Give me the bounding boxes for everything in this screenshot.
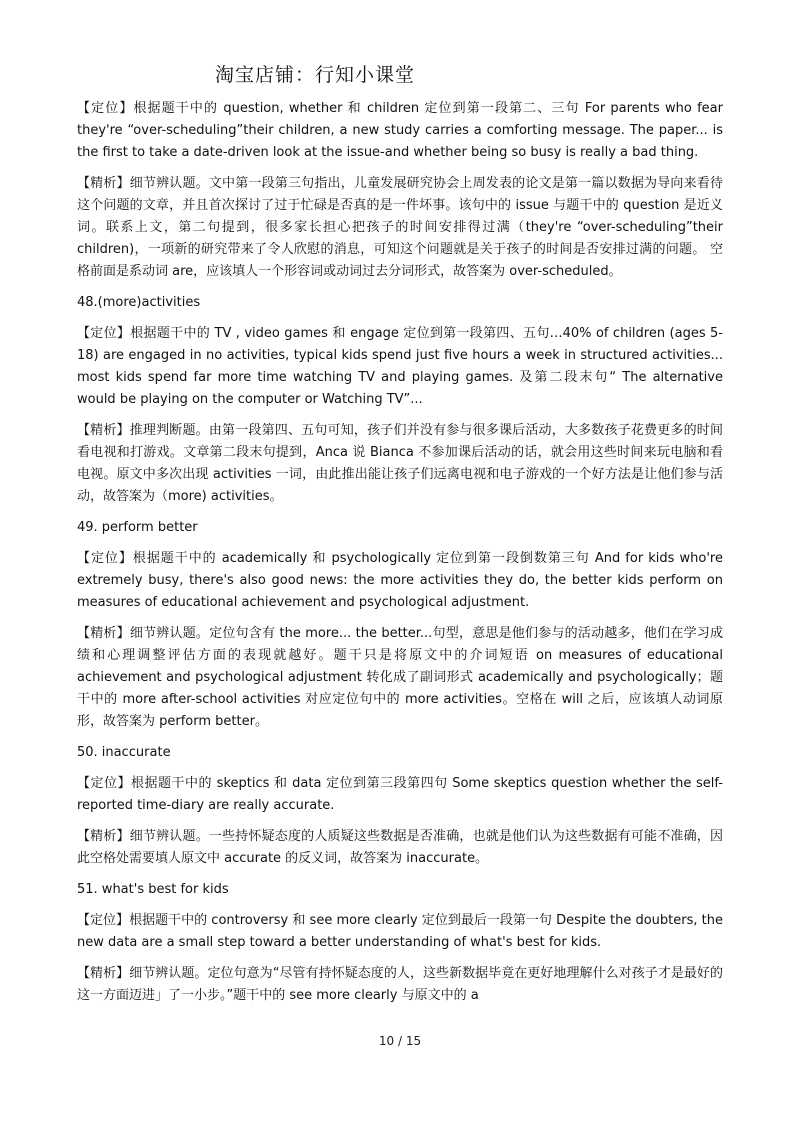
answer-heading: 50. inaccurate bbox=[77, 745, 171, 760]
paragraph-text: 推理判断题。由第一段第四、五句可知，孩子们并没有参与很多课后活动，大多数孩子花费更多的时间看电视和打游戏。文章第二段末句提到，Anca 说 Bianca 不参加课后活动的话，就会用这些时间来玩电脑和看电视。原文中多次出现 activities 一词，由此推出能让孩子们远离电视和电子游戏的一个好方法是让他们参与活动，故答案为（more) activities。 bbox=[77, 423, 723, 504]
paragraph-text: 细节辨认题。定位句意为“尽管有持怀疑态度的人，这些新数据毕竟在更好地理解什么对孩子才是最好的这一方面迈进」了一小步。”题干中的 see more clearly 与原文中的 a bbox=[77, 966, 723, 1003]
tag-label: 【精析】 bbox=[77, 626, 130, 641]
paragraph-text: 细节辨认题。定位句含有 the more... the better...句型，意思是他们参与的活动越多，他们在学习成绩和心理调整评估方面的表现就越好。题干只是将原文中的介词短语 on measures of educational achievement and psychological adjustment 转化成了副词形式 academically and psychologically；题干中的 more after-school activities 对应定位句中的 more activities。空格在 will 之后，应该填人动词原形，故答案为 perform better。 bbox=[77, 626, 723, 729]
tag-label: 【精析】 bbox=[77, 829, 130, 844]
paragraph-text: 细节辨认题。一些持怀疑态度的人质疑这些数据是否准确，也就是他们认为这些数据有可能不准确，因此空格处需要填人原文中 accurate 的反义词，故答案为 inaccurate。 bbox=[77, 829, 723, 866]
analysis-paragraph bbox=[77, 548, 723, 614]
paragraph-text: 根据题干中的 academically 和 psychologically 定位到第一段倒数第三句 And for kids who're extremely busy, there's also good news: the more activities they do, the better kids perform on measures of educational achievement and psychological adjustment. bbox=[77, 551, 723, 610]
answer-heading: 49. perform better bbox=[77, 520, 198, 535]
analysis-paragraph bbox=[77, 773, 723, 817]
answer-heading: 48.(more)activities bbox=[77, 295, 201, 310]
analysis-paragraph bbox=[77, 98, 723, 164]
page-content bbox=[77, 98, 723, 1016]
tag-label: 【定位】 bbox=[77, 101, 134, 116]
analysis-paragraph bbox=[77, 910, 723, 954]
analysis-paragraph bbox=[77, 173, 723, 283]
analysis-paragraph bbox=[77, 420, 723, 508]
tag-label: 【精析】 bbox=[77, 176, 130, 191]
page-header-title: 淘宝店铺：行知小课堂 bbox=[215, 64, 416, 86]
analysis-paragraph bbox=[77, 963, 723, 1007]
analysis-paragraph bbox=[77, 623, 723, 733]
paragraph-text: 根据题干中的 controversy 和 see more clearly 定位到最后一段第一句 Despite the doubters, the new data are a small step toward a better understanding of what's best for kids. bbox=[77, 913, 723, 950]
tag-label: 【精析】 bbox=[77, 966, 130, 981]
paragraph-text: 细节辨认题。文中第一段第三句指出，儿童发展研究协会上周发表的论文是第一篇以数据为导向来看待这个问题的文章，并且首次探讨了过于忙碌是否真的是一件坏事。该句中的 issue 与题干中的 question 是近义词。联系上文，第二句提到，很多家长担心把孩子的时间安排得过满（they're “over-scheduling”their children)，一项新的研究带来了令人欣慰的消息，可知这个问题就是关于孩子的时间是否安排过满的问题。 空格前面是系动词 are，应该填人一个形容词或动词过去分词形式，故答案为 over-scheduled。 bbox=[77, 176, 723, 279]
paragraph-text: 根据题干中的 skeptics 和 data 定位到第三段第四句 Some skeptics question whether the self- reported time-diary are really accurate. bbox=[77, 776, 723, 813]
tag-label: 【定位】 bbox=[77, 326, 131, 341]
tag-label: 【精析】 bbox=[77, 423, 130, 438]
tag-label: 【定位】 bbox=[77, 776, 132, 791]
tag-label: 【定位】 bbox=[77, 551, 133, 566]
analysis-paragraph bbox=[77, 323, 723, 411]
paragraph-text: 根据题干中的 TV , video games 和 engage 定位到第一段第四、五句…40% of children (ages 5-18) are engaged in no activities, typical kids spend just five hours a week in structured activities... most kids spend far more time watching TV and playing games. 及第二段末句“ The alternative would be playing on the computer or Watching TV”... bbox=[77, 326, 723, 407]
analysis-paragraph bbox=[77, 826, 723, 870]
paragraph-text: 根据题干中的 question, whether 和 children 定位到第一段第二、三句 For parents who fear they're “over-scheduling”their children, a new study carries a comforting message. The paper... is the first to take a date-driven look at the issue-and whether being so busy is really a bad thing. bbox=[77, 101, 723, 160]
page-number: 10 / 15 bbox=[378, 1034, 422, 1048]
answer-heading: 51. what's best for kids bbox=[77, 882, 229, 897]
tag-label: 【定位】 bbox=[77, 913, 130, 928]
